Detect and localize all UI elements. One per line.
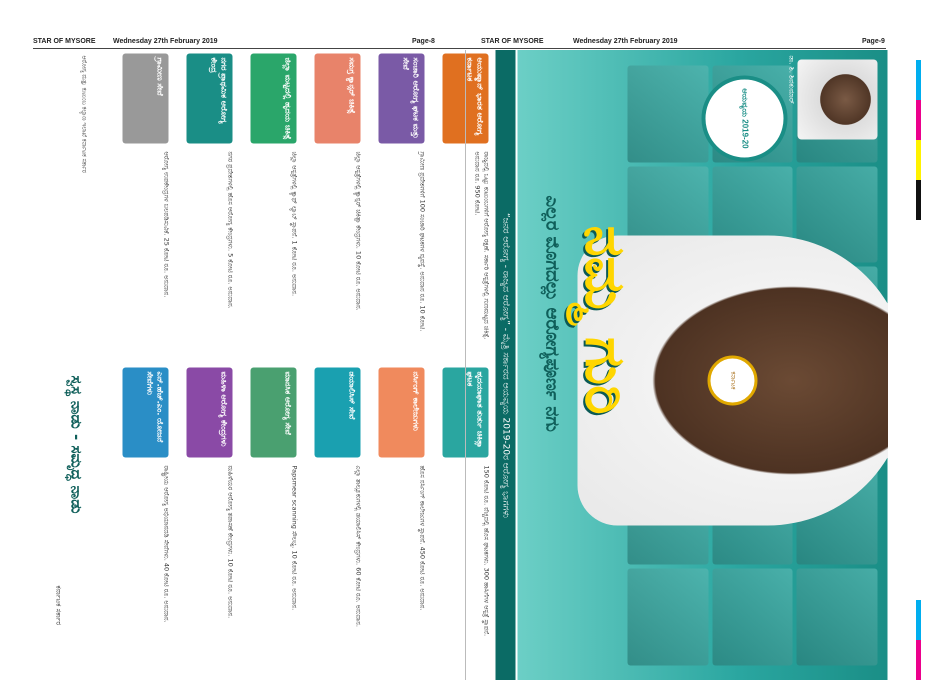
scheme-text: ಜಿಲ್ಲಾ ಆಸ್ಪತ್ರೆಗಳಲ್ಲಿ ಕ್ಯಾನ್ಸರ್ ಚಿಕಿತ್ಸಾ ಕೇಂದ್ರಗಳು. 10 ಕೋಟಿ ರೂ. ಅನುದಾನ.	[354, 151, 363, 311]
scheme-item	[177, 54, 237, 366]
collage-photo	[628, 569, 709, 666]
collage-photo	[712, 569, 793, 666]
newspaper-spread	[33, 50, 888, 680]
scheme-item	[369, 54, 429, 366]
scheme-text: ಗ್ರಾಮೀಣ ಪ್ರದೇಶಗಳಿಗೆ 100 ಸಂಚಾರಿ ಘಟಕಗಳ ವ್ಯವಸ್ಥೆ. ಅನುದಾನ ರೂ. 10 ಕೋಟಿ.	[418, 151, 427, 332]
scheme-item	[113, 54, 173, 366]
right-date: Wednesday 27th February 2019	[573, 38, 678, 45]
poster-title: ನಮ್ಮ ಗುರಿ	[572, 225, 638, 415]
right-masthead: STAR OF MYSORE	[481, 38, 544, 45]
page-gutter	[465, 50, 466, 680]
scheme-item	[433, 368, 493, 680]
scheme-item	[369, 368, 429, 680]
scheme-item	[241, 368, 301, 680]
scheme-tag: ಸಂಚಾರಿ ಆರೋಗ್ಯ ಘಟಕ ಮತ್ತು ಸೇವೆ	[379, 54, 425, 144]
budget-ribbon: “ಜನರ ಆರೋಗ್ಯ - ರಾಜ್ಯದ ಆರೋಗ್ಯ” - ಮೈತ್ರಿ ಸರ್ಕಾರದ ಆಯವ್ಯಯ 2019-20ರ ಆರೋಗ್ಯ ಭಾಗಗಳು	[496, 50, 516, 680]
scheme-tag: ನಗರ ಪ್ರಾಥಮಿಕ ಆರೋಗ್ಯ ಕೇಂದ್ರ	[187, 54, 233, 144]
scheme-item	[305, 368, 365, 680]
state-emblem	[708, 356, 758, 406]
right-page-number: Page-9	[862, 38, 885, 45]
header-rule	[33, 48, 886, 49]
scheme-text: ಆರೋಗ್ಯ ಉಪಕೇಂದ್ರಗಳ ಬಲಪಡಿಸುವಿಕೆ. 25 ಕೋಟಿ ರೂ. ಅನುದಾನ.	[162, 151, 171, 298]
poster-subtitle: ಎಲ್ಲರ ಮೊಗದಲ್ಲು ಆರೋಗ್ಯಪೂರ್ಣ ನಗು	[541, 195, 563, 432]
footer-note: ಆರೋಗ್ಯ ಮತ್ತು ಕುಟುಂಬ ಕಲ್ಯಾಣ ಇಲಾಖೆ ಕರ್ನಾಟಕ ಸರ್ಕಾರ	[80, 55, 88, 173]
health-minister-portrait	[798, 60, 878, 140]
scheme-tag: ಆಯುಷ್ಮಾನ್ ಭಾರತ ಆರೋಗ್ಯ ಕರ್ನಾಟಕ	[443, 54, 489, 144]
scheme-text: 150 ಕೋಟಿ ರೂ. ವೆಚ್ಚದಲ್ಲಿ ಹೊಸ ಘಟಕಗಳು. 300 ಹಾಸಿಗೆಗಳ ಆಸ್ಪತ್ರೆ ಸ್ಥಾಪನೆ.	[482, 465, 491, 637]
scheme-tag: ಮಹಿಳಾ ಆರೋಗ್ಯ ಕೇಂದ್ರಗಳು	[187, 368, 233, 458]
scheme-tag: ಜಿಲ್ಲಾ ಮಟ್ಟದಲ್ಲಿ ಹೃದಯ ಚಿಕಿತ್ಸೆ	[251, 54, 297, 144]
left-masthead: STAR OF MYSORE	[33, 38, 96, 45]
photo-collage-band	[518, 50, 888, 680]
scheme-text: ಹೊಸ ನರ್ಸಿಂಗ್ ಕಾಲೇಜುಗಳ ಸ್ಥಾಪನೆ. 450 ಕೋಟಿ ರೂ. ಅನುದಾನ.	[418, 465, 427, 611]
scheme-tag: ನರ್ಸಿಂಗ್ ಕಾಲೇಜುಗಳು	[379, 368, 425, 458]
registration-color-bar	[916, 140, 921, 180]
scheme-tag: ಮಾನಸಿಕ ಆರೋಗ್ಯ ಸೇವೆ	[251, 368, 297, 458]
scheme-item	[241, 54, 301, 366]
scheme-item	[305, 54, 365, 366]
scheme-text: ನಗರ ಪ್ರದೇಶಗಳಲ್ಲಿ ಹೊಸ ಆರೋಗ್ಯ ಕೇಂದ್ರಗಳು. 5 ಕೋಟಿ ರೂ. ಅನುದಾನ.	[226, 151, 235, 309]
scheme-text: ರಾಜ್ಯದಲ್ಲಿ ಒಟ್ಟು ಕುಟುಂಬಗಳಿಗೆ ಆರೋಗ್ಯ ರಕ್ಷಣೆ. ಸರ್ಕಾರಿ ಆಸ್ಪತ್ರೆಗಳಲ್ಲಿ ಗುಣಮಟ್ಟದ ಚಿಕಿತ್ಸೆ. ಅನುದಾನ ರೂ. 950 ಕೋಟಿ.	[473, 151, 491, 340]
scheme-text: ಎಲ್ಲಾ ತಾಲ್ಲೂಕುಗಳಲ್ಲಿ ಡಯಾಲಿಸಿಸ್ ಕೇಂದ್ರಗಳು. 60 ಕೋಟಿ ರೂ. ಅನುದಾನ.	[354, 465, 363, 627]
registration-color-bar	[916, 640, 921, 680]
scheme-text: Papsmear scanning ಸೌಲಭ್ಯ. 10 ಕೋಟಿ ರೂ. ಅನುದಾನ.	[290, 465, 299, 611]
budget-badge: ಆಯವ್ಯಯ 2019-20	[702, 76, 788, 162]
health-budget-advertisement	[33, 50, 888, 680]
scheme-columns	[93, 50, 493, 680]
registration-color-bar	[916, 60, 921, 100]
scheme-item	[433, 54, 493, 366]
scheme-column-left	[109, 54, 493, 366]
registration-color-bar	[916, 180, 921, 220]
left-date: Wednesday 27th February 2019	[113, 38, 218, 45]
registration-color-bar	[916, 100, 921, 140]
collage-photo	[797, 569, 878, 666]
scheme-text: ರಾಷ್ಟ್ರೀಯ ಆರೋಗ್ಯ ಅಭಿಯಾನದಡಿ ಸೇವೆಗಳು. 40 ಕೋಟಿ ರೂ. ಅನುದಾನ.	[162, 465, 171, 623]
registration-color-bar	[916, 600, 921, 640]
scheme-item	[177, 368, 237, 680]
scheme-tag: ಎನ್.ಹೆಚ್.ಎಂ. ಯೋಜನೆ ಸೇವೆಗಳು	[123, 368, 169, 458]
emblem-label: ಕರ್ನಾಟಕ	[729, 371, 736, 390]
collage-photo	[628, 66, 709, 163]
department-logo-text: ಕರ್ನಾಟಕ ಸರ್ಕಾರ	[54, 585, 63, 626]
scheme-item	[113, 368, 173, 680]
scheme-text: ಮಹಿಳೆಯರ ಆರೋಗ್ಯ ತಪಾಸಣೆ ಕೇಂದ್ರಗಳು. 10 ಕೋಟಿ ರೂ. ಅನುದಾನ.	[226, 465, 235, 619]
left-page-number: Page-8	[412, 38, 435, 45]
footer-slogan: ಸ್ವಸ್ಥ ನಾಡು - ಸಮೃದ್ಧ ನಾಡು	[67, 375, 86, 514]
scheme-tag: ಹೃದಯಾಘಾತ ತುರ್ತು ಚಿಕಿತ್ಸಾ ಘಟಕ	[443, 368, 489, 458]
scheme-tag: ಗ್ರಾಮೀಣ ಸೇವೆ	[123, 54, 169, 144]
poster-footer	[38, 50, 98, 680]
scheme-text: ಜಿಲ್ಲಾ ಆಸ್ಪತ್ರೆಗಳಲ್ಲಿ ಕ್ಯಾಥ್ ಲ್ಯಾಬ್ ಸ್ಥಾಪನೆ. 1 ಕೋಟಿ ರೂ. ಅನುದಾನ.	[290, 151, 299, 297]
scheme-tag: ಡಯಾಲಿಸಿಸ್ ಸೇವೆ	[315, 368, 361, 458]
scheme-tag: ಸಮಗ್ರ ಕ್ಯಾನ್ಸರ್ ಚಿಕಿತ್ಸೆ	[315, 54, 361, 144]
scheme-column-right	[109, 368, 493, 680]
health-minister-name: ಡಾ. ಶಿ. ಶಿವಕುಮಾರ್	[787, 55, 796, 104]
